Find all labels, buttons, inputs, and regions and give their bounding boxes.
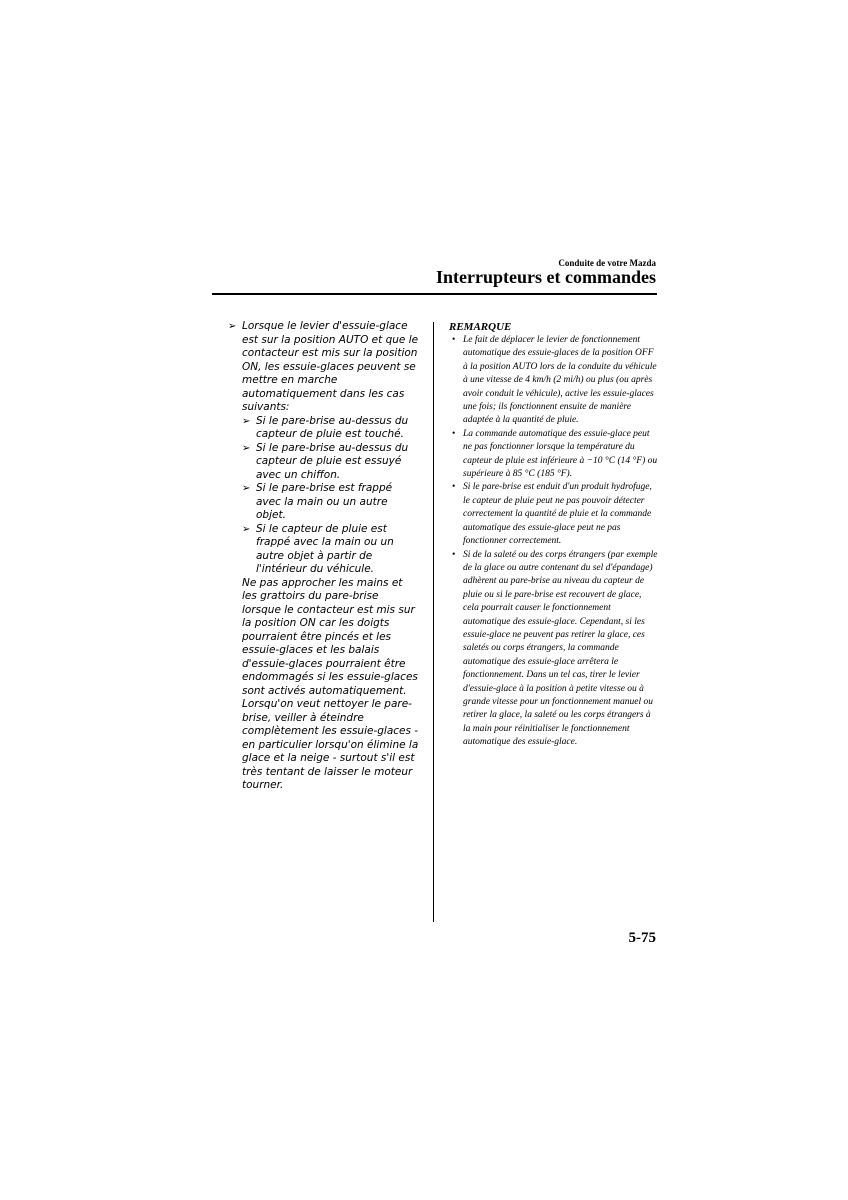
remark-heading: REMARQUE [449, 321, 512, 333]
remark-item [449, 481, 659, 548]
warning-paragraph: Ne pas approcher les mains et les grattoirs du pare-brise lorsque le contacteur est mis sur la position ON car les doigts pourraient être pincés et les essuie-glaces et les balais d'essuie-glaces pourraient être endommagés si les essuie-glaces sont activés automatiquement. [242, 576, 418, 697]
warning-paragraph: Lorsqu'on veut nettoyer le pare-brise, veiller à éteindre complètement les essuie-glaces - en particulier lorsqu'on élimine la glace et la neige - surtout s'il est très tentant de laisser le moteur tourner. [242, 698, 419, 791]
warning-case-item [228, 482, 420, 523]
warning-case-list [228, 415, 420, 577]
remark-item-text: Si de la saleté ou des corps étrangers (par exemple de la glace ou autre contenant du sel d'épandage) adhèrent au pare-brise au niveau du capteur de pluie ou si le pare-brise est recouvert de glace, cela pourrait causer le fonctionnement automatique des essuie-glace. Cependant, si les essuie-glace ne peuvent pas retirer la glace, ces saletés ou corps étrangers, la commande automatique des essuie-glace arrêtera le fonctionnement. Dans un tel cas, tirer le levier d'essuie-glace à la position à petite vitesse ou à grande vitesse pour un fonctionnement manuel ou retirer la glace, la saleté ou les corps étrangers à la main pour réinitialiser le fonctionnement automatique des essuie-glace. [463, 549, 658, 748]
arrow-bullet-icon: ➢ [242, 483, 251, 494]
section-label: Conduite de votre Mazda [558, 258, 656, 268]
warning-case-text: Si le pare-brise est frappé avec la main ou un autre objet. [256, 482, 393, 521]
remark-item [449, 428, 659, 482]
warning-case-text: Si le pare-brise au-dessus du capteur de pluie est touché. [256, 414, 409, 440]
remark-item-text: Si le pare-brise est enduit d'un produit hydrofuge, le capteur de pluie peut ne pas pouvoir détecter correctement la quantité de pluie et la commande automatique des essuie-glace peut ne pas fonctionner correctement. [463, 482, 652, 547]
column-divider [433, 322, 434, 922]
remark-item-text: La commande automatique des essuie-glace peut ne pas fonctionner lorsque la température du capteur de pluie est inférieure à −10 °C (14 °F) ou supérieure à 85 °C (185 °F). [463, 428, 658, 480]
warning-case-item [228, 442, 420, 483]
remark-column [449, 320, 659, 750]
warning-case-text: Si le capteur de pluie est frappé avec la main ou un autre objet à partir de l'intérieur du véhicule. [256, 522, 394, 575]
warning-main-item [228, 320, 420, 415]
title-rule [212, 293, 657, 295]
bullet-dot-icon: • [452, 335, 456, 345]
remark-item [449, 334, 659, 428]
warning-case-item [228, 523, 420, 577]
arrow-bullet-icon: ➢ [242, 442, 251, 454]
arrow-bullet-icon: ➢ [242, 523, 251, 535]
bullet-dot-icon: • [452, 428, 456, 439]
warning-case-text: Si le pare-brise au-dessus du capteur de pluie est essuyé avec un chiffon. [256, 441, 409, 481]
remark-item-text: Le fait de déplacer le levier de fonctionnement automatique des essuie-glaces de la position OFF à la position AUTO lors de la conduite du véhicule à une vitesse de 4 km/h (2 mi/h) ou plus (ou après avoir conduit le véhicule), active les essuie-glaces une fois; ils fonctionnent ensuite de manière adaptée à la quantité de pluie. [463, 335, 657, 426]
warning-main-text: Lorsque le levier d'essuie-glace est sur la position AUTO et que le contacteur est mis sur la position ON, les essuie-glaces peuvent se mettre en marche automatiquement dans les cas suivants: [242, 320, 419, 413]
warning-column [228, 320, 420, 793]
bullet-dot-icon: • [452, 482, 456, 493]
warning-case-item [228, 415, 420, 442]
bullet-dot-icon: • [452, 549, 456, 560]
page-title: Interrupteurs et commandes [436, 267, 656, 287]
arrow-bullet-icon: ➢ [228, 321, 237, 332]
page-number: 5-75 [628, 930, 656, 946]
remark-list [449, 334, 659, 750]
arrow-bullet-icon: ➢ [242, 415, 251, 427]
remark-item [449, 549, 659, 750]
